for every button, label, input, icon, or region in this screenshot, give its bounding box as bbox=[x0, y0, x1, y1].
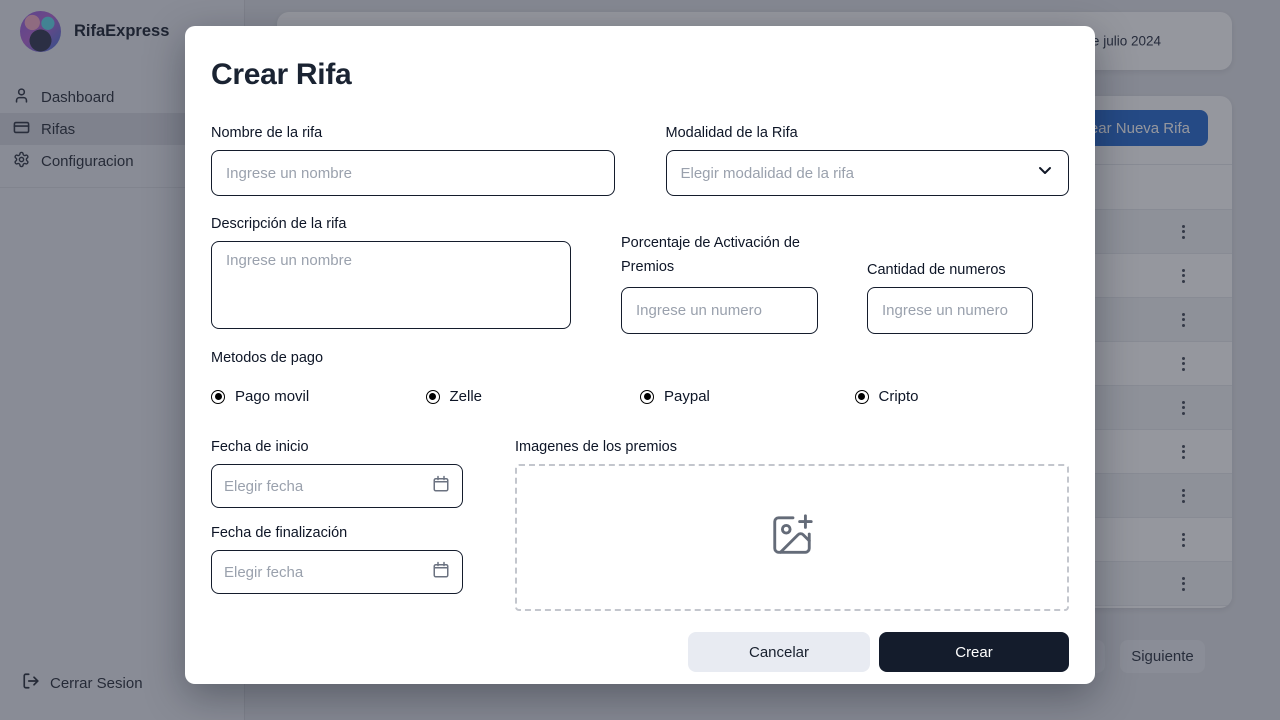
radio-cripto[interactable] bbox=[855, 388, 1070, 405]
upload-column bbox=[515, 439, 1069, 611]
descripcion-textarea[interactable] bbox=[211, 241, 571, 329]
cantidad-field-group bbox=[867, 262, 1033, 334]
dates-column bbox=[211, 439, 515, 611]
descripcion-field-group bbox=[211, 216, 571, 334]
porcentaje-input[interactable] bbox=[621, 287, 818, 334]
radio-label: Cripto bbox=[878, 388, 919, 405]
modal-title: Crear Rifa bbox=[211, 58, 352, 91]
radio-icon bbox=[211, 390, 225, 404]
porcentaje-label: Porcentaje de Activación de Premios bbox=[621, 235, 800, 276]
fecha-fin-label: Fecha de finalización bbox=[211, 525, 348, 541]
radio-zelle[interactable] bbox=[426, 388, 641, 405]
fecha-fin-input[interactable] bbox=[211, 550, 463, 594]
create-button[interactable]: Crear bbox=[879, 632, 1069, 672]
radio-label: Paypal bbox=[664, 388, 710, 405]
nombre-label: Nombre de la rifa bbox=[211, 125, 323, 141]
fecha-inicio-input[interactable] bbox=[211, 464, 463, 508]
fecha-fin-placeholder: Elegir fecha bbox=[224, 563, 304, 581]
calendar-icon bbox=[432, 475, 450, 498]
metodos-de-pago-label: Metodos de pago bbox=[211, 350, 324, 366]
radio-icon bbox=[855, 390, 869, 404]
radio-icon bbox=[426, 390, 440, 404]
porcentaje-field-group bbox=[621, 232, 818, 334]
cancel-button[interactable]: Cancelar bbox=[688, 632, 870, 672]
crear-rifa-modal bbox=[185, 26, 1095, 684]
modalidad-select-value[interactable] bbox=[666, 150, 1070, 196]
radio-icon bbox=[640, 390, 654, 404]
radio-pago-movil[interactable] bbox=[211, 388, 426, 405]
image-plus-icon bbox=[769, 512, 815, 563]
cantidad-input[interactable] bbox=[867, 287, 1033, 334]
radio-paypal[interactable] bbox=[640, 388, 855, 405]
image-upload-dropzone[interactable] bbox=[515, 464, 1069, 611]
nombre-field-group bbox=[211, 125, 615, 196]
modalidad-select[interactable] bbox=[666, 150, 1070, 196]
radio-label: Zelle bbox=[449, 388, 483, 405]
calendar-icon bbox=[432, 561, 450, 584]
cantidad-label: Cantidad de numeros bbox=[867, 262, 1006, 278]
descripcion-label: Descripción de la rifa bbox=[211, 216, 347, 232]
imagenes-label: Imagenes de los premios bbox=[515, 439, 677, 455]
fecha-inicio-label: Fecha de inicio bbox=[211, 439, 309, 455]
radio-label: Pago movil bbox=[235, 388, 310, 405]
fecha-inicio-placeholder: Elegir fecha bbox=[224, 477, 304, 495]
modalidad-field-group bbox=[666, 125, 1070, 196]
modalidad-label: Modalidad de la Rifa bbox=[665, 125, 798, 141]
payment-methods-group bbox=[211, 388, 1069, 405]
nombre-input[interactable] bbox=[211, 150, 615, 196]
